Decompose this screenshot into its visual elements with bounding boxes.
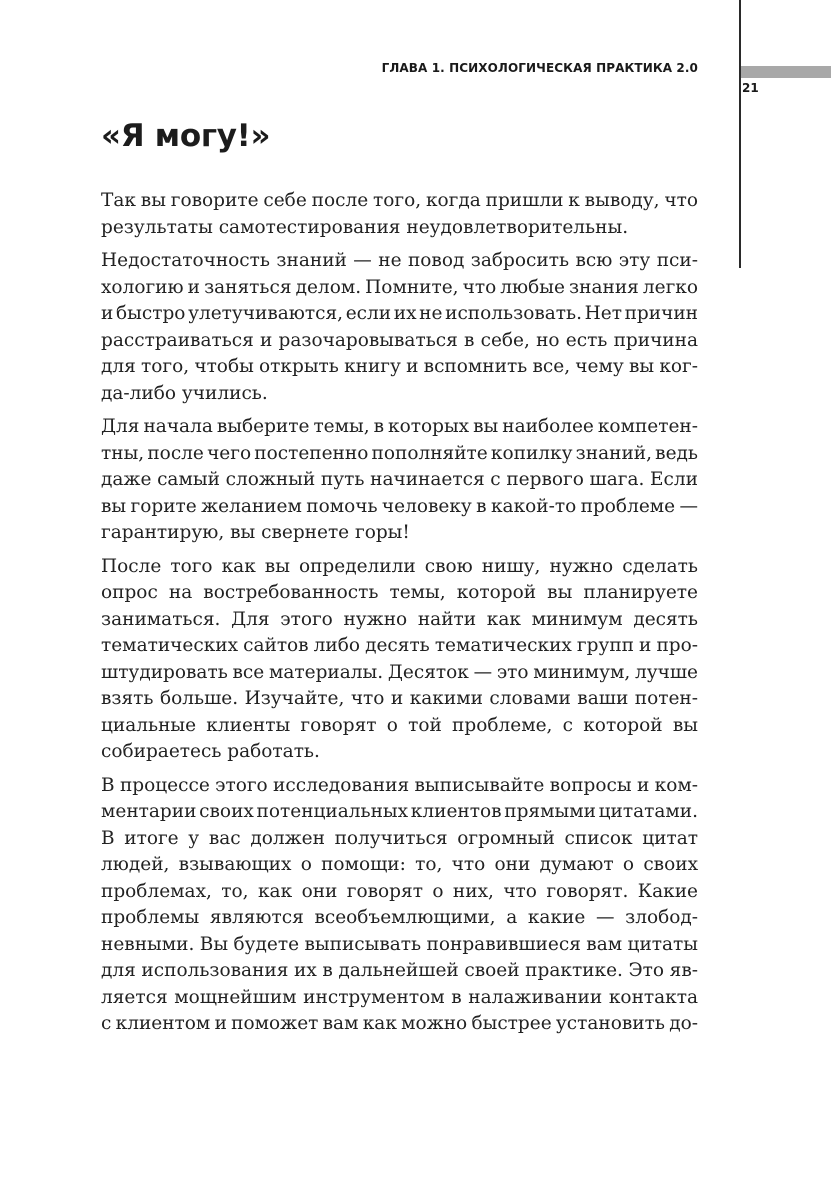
text-line: вы горите желанием помочь человеку в какой-то проблеме — — [101, 495, 698, 517]
text-line: расстраиваться и разочаровываться в себе, но есть причина — [101, 329, 698, 351]
text-line: да-либо учились. — [101, 382, 268, 404]
paragraph — [101, 773, 698, 1038]
text-line: В процессе этого исследования выписывайте вопросы и ком- — [101, 774, 698, 796]
paragraph — [101, 414, 698, 547]
text-line: для использования их в дальнейшей своей практике. Это яв- — [101, 960, 698, 981]
text-line: Недостаточность знаний — не повод забросить всю эту пси- — [101, 250, 698, 271]
text-line: ляется мощнейшим инструментом в налаживании контакта — [101, 986, 698, 1008]
text-line: взять больше. Изучайте, что и какими словами ваши потен- — [101, 688, 698, 709]
section-title: «Я могу!» — [101, 118, 271, 154]
text-line: даже самый сложный путь начинается с первого шага. Если — [101, 469, 698, 490]
paragraph — [101, 554, 698, 766]
text-line: заниматься. Для этого нужно найти как минимум десять — [101, 608, 698, 630]
margin-rule — [739, 0, 741, 268]
text-line: с клиентом и поможет вам как можно быстрее установить до- — [101, 1013, 698, 1034]
text-line: собираетесь работать. — [101, 741, 320, 762]
text-line: После того как вы определили свою нишу, нужно сделать — [101, 555, 698, 577]
text-line: опрос на востребованность темы, которой вы планируете — [101, 582, 698, 603]
text-line: Для начала выберите темы, в которых вы наиболее компетен- — [101, 416, 698, 437]
text-line: ментарии своих потенциальных клиентов прямыми цитатами. — [101, 801, 698, 822]
text-line: для того, чтобы открыть книгу и вспомнить все, чему вы ког- — [101, 356, 698, 377]
text-line: проблемах, то, как они говорят о них, что говорят. Какие — [101, 880, 698, 902]
text-line: невными. Вы будете выписывать понравившиеся вам цитаты — [101, 933, 698, 955]
page-number-tab — [741, 66, 831, 78]
text-line: штудировать все материалы. Десяток — это минимум, лучше — [101, 661, 698, 683]
text-line: хологию и заняться делом. Помните, что любые знания легко — [101, 276, 698, 298]
text-line: тематических сайтов либо десять тематических групп и про- — [101, 635, 698, 656]
page-number: 21 — [742, 81, 759, 95]
running-head: ГЛАВА 1. ПСИХОЛОГИЧЕСКАЯ ПРАКТИКА 2.0 — [381, 61, 698, 75]
text-line: результаты самотестирования неудовлетворительны. — [101, 216, 629, 238]
text-line: Так вы говорите себе после того, когда пришли к выводу, что — [101, 190, 698, 211]
text-line: циальные клиенты говорят о той проблеме, с которой вы — [101, 714, 698, 736]
text-line: людей, взывающих о помощи: то, что они думают о своих — [101, 854, 698, 875]
text-line: гарантирую, вы свернете горы! — [101, 522, 410, 543]
text-line: тны, после чего постепенно пополняйте копилку знаний, ведь — [101, 442, 698, 464]
page-body — [101, 108, 698, 1045]
text-line: В итоге у вас должен получиться огромный список цитат — [101, 827, 698, 849]
text-line: проблемы являются всеобъемлющими, а какие — злобод- — [101, 907, 698, 928]
body-text — [101, 188, 698, 1038]
text-line: и быстро улетучиваются, если их не использовать. Нет причин — [101, 303, 698, 324]
paragraph — [101, 188, 698, 241]
paragraph — [101, 248, 698, 407]
